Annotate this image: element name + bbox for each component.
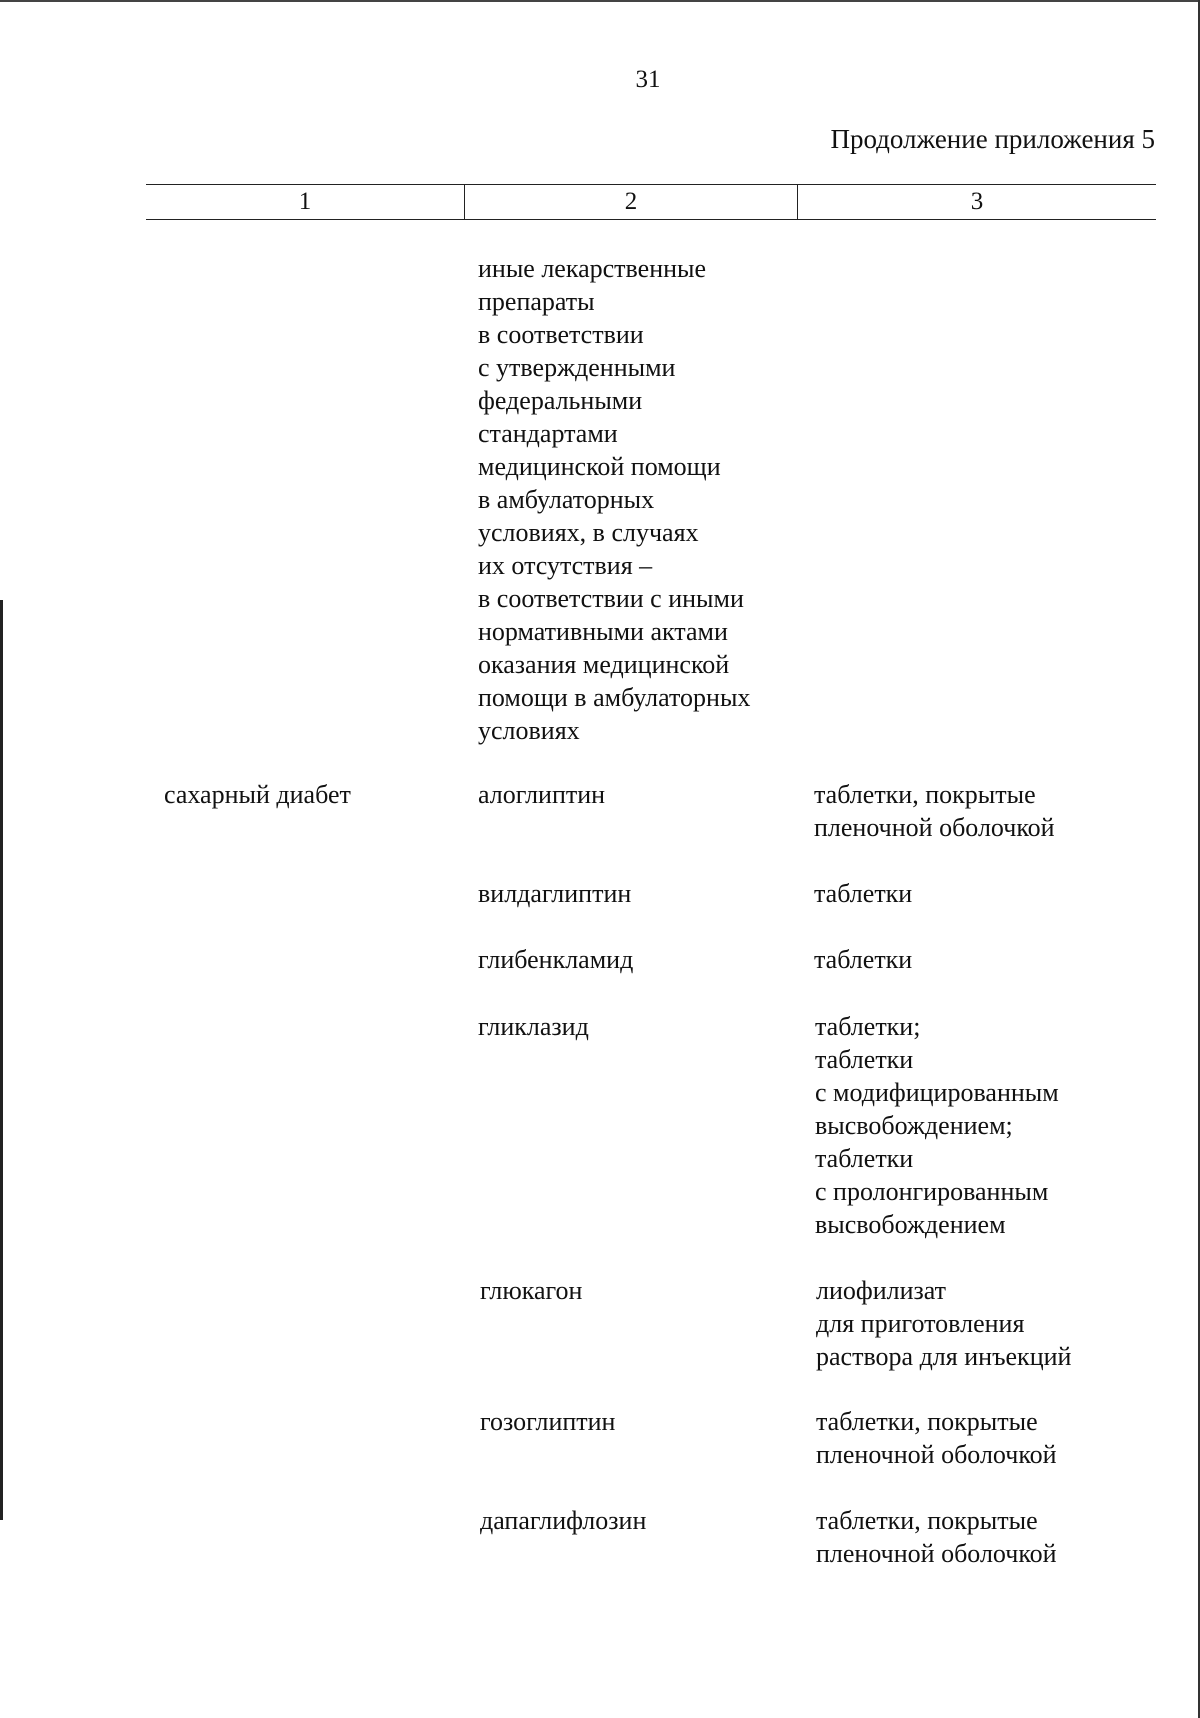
cell-line: таблетки [815, 1045, 914, 1074]
cell-line: нормативными актами [478, 617, 728, 646]
page-number: 31 [635, 66, 661, 93]
table-cell-r3-c2 [478, 877, 631, 910]
cell-line: дапаглифлозин [480, 1506, 647, 1535]
cell-line: таблетки [815, 1144, 914, 1173]
cell-line: таблетки, покрытые [816, 1407, 1038, 1436]
cell-line: пленочной оболочкой [814, 813, 1055, 842]
cell-line: в соответствии [478, 320, 644, 349]
table-cell-r2-c2 [478, 778, 605, 811]
table-cell-r8-c3 [816, 1504, 1057, 1570]
continuation-label: Продолжение приложения 5 [830, 124, 1155, 154]
table-header [146, 184, 1156, 220]
cell-line: условиях, в случаях [478, 518, 699, 547]
cell-line: таблетки; [815, 1012, 921, 1041]
cell-line: таблетки [814, 945, 913, 974]
cell-line: лиофилизат [816, 1276, 947, 1305]
table-cell-r8-c2 [480, 1504, 646, 1537]
table-cell-r6-c2 [480, 1274, 582, 1307]
table-header-col-3: 3 [970, 188, 984, 215]
cell-line: в соответствии с иными [478, 584, 744, 613]
scan-edge-top [0, 0, 1200, 2]
cell-line: с модифицированным [815, 1078, 1059, 1107]
cell-line: для приготовления [816, 1309, 1025, 1338]
scan-edge-left [0, 600, 3, 1520]
table-cell-r3-c3 [814, 877, 912, 910]
cell-line: помощи в амбулаторных [478, 683, 751, 712]
cell-line: глибенкламид [478, 945, 634, 974]
cell-line: гликлазид [478, 1012, 589, 1041]
cell-line: пленочной оболочкой [816, 1440, 1057, 1469]
table-cell-r1-c2 [478, 252, 750, 747]
table-cell-r7-c3 [816, 1405, 1057, 1471]
table-header-col-2: 2 [465, 185, 798, 219]
table-cell-r4-c3 [814, 943, 912, 976]
cell-line: таблетки, покрытые [814, 780, 1036, 809]
cell-line: оказания медицинской [478, 650, 730, 679]
table-cell-r6-c3 [816, 1274, 1071, 1373]
cell-line: глюкагон [480, 1276, 583, 1305]
cell-line: вилдаглиптин [478, 879, 632, 908]
table-cell-r5-c2 [478, 1010, 589, 1043]
cell-line: алоглиптин [478, 780, 606, 809]
cell-line: с пролонгированным [815, 1177, 1049, 1206]
table-header-col-1: 1 [146, 185, 465, 219]
cell-line: медицинской помощи [478, 452, 721, 481]
cell-line: гозоглиптин [480, 1407, 616, 1436]
cell-line: условиях [478, 716, 580, 745]
table-cell-r4-c2 [478, 943, 633, 976]
table-cell-r5-c3 [815, 1010, 1059, 1241]
cell-line: таблетки, покрытые [816, 1506, 1038, 1535]
cell-line: высвобождением [815, 1210, 1006, 1239]
cell-line: с утвержденными [478, 353, 676, 382]
cell-line: стандартами [478, 419, 618, 448]
cell-line: иные лекарственные [478, 254, 707, 283]
cell-line: раствора для инъекций [816, 1342, 1072, 1371]
table-cell-r2-c3 [814, 778, 1055, 844]
cell-line: их отсутствия – [478, 551, 653, 580]
cell-line: препараты [478, 287, 595, 316]
cell-line: в амбулаторных [478, 485, 655, 514]
cell-line: федеральными [478, 386, 643, 415]
cell-line: пленочной оболочкой [816, 1539, 1057, 1568]
cell-line: таблетки [814, 879, 913, 908]
cell-line: высвобождением; [815, 1111, 1013, 1140]
table-cell-r2-c1 [164, 778, 351, 811]
table-cell-r7-c2 [480, 1405, 615, 1438]
cell-line: сахарный диабет [164, 780, 351, 809]
